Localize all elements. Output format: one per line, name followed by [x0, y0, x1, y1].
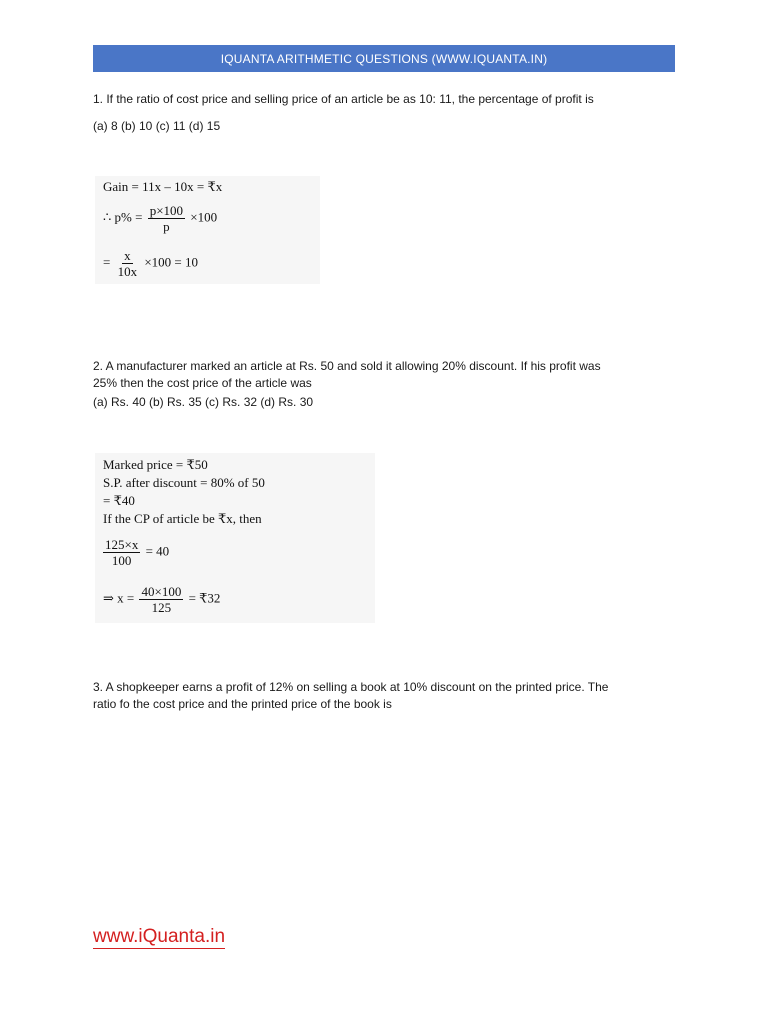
- question-3-text-line-2: ratio fo the cost price and the printed price of the book is: [93, 697, 392, 711]
- fraction-denominator: 100: [111, 553, 132, 568]
- solution-text: = ₹32: [188, 590, 221, 606]
- fraction-numerator: 125×x: [105, 537, 139, 552]
- question-2-solution: [95, 453, 375, 623]
- fraction: [139, 584, 183, 615]
- solution-line: Gain = 11x – 10x = ₹x: [103, 179, 223, 194]
- fraction-numerator: p×100: [149, 203, 184, 218]
- fraction-denominator: p: [163, 219, 170, 234]
- fraction: [103, 537, 140, 568]
- fraction-denominator: 125: [151, 600, 172, 615]
- solution-line: [101, 537, 169, 568]
- fraction: [116, 248, 140, 279]
- question-1-options: (a) 8 (b) 10 (c) 11 (d) 15: [93, 119, 221, 133]
- fraction: [148, 203, 185, 234]
- solution-line: = ₹40: [103, 493, 135, 508]
- header-banner: IQUANTA ARITHMETIC QUESTIONS (WWW.IQUANTA.IN): [93, 45, 675, 72]
- footer-website-link[interactable]: www.iQuanta.in: [93, 926, 226, 947]
- question-2-text-line-2: 25% then the cost price of the article was: [93, 376, 312, 390]
- question-3-text-line-1: 3. A shopkeeper earns a profit of 12% on selling a book at 10% discount on the printed price. The: [93, 680, 609, 694]
- solution-text: =: [103, 254, 111, 270]
- question-2-options: (a) Rs. 40 (b) Rs. 35 (c) Rs. 32 (d) Rs. 30: [93, 395, 314, 409]
- solution-line: [103, 584, 220, 615]
- solution-line: S.P. after discount = 80% of 50: [103, 475, 265, 490]
- solution-line: If the CP of article be ₹x, then: [103, 511, 262, 526]
- solution-text: ×100: [190, 209, 218, 225]
- fraction-numerator: 40×100: [141, 584, 182, 599]
- solution-line: [103, 203, 217, 234]
- question-2-text-line-1: 2. A manufacturer marked an article at Rs. 50 and sold it allowing 20% discount. If his profit was: [93, 359, 601, 373]
- solution-text: ∴ p% =: [103, 209, 143, 225]
- question-1-text: 1. If the ratio of cost price and selling price of an article be as 10: 11, the percentage of profit is: [93, 92, 594, 106]
- solution-text: = 40: [145, 543, 170, 559]
- solution-line: Marked price = ₹50: [103, 457, 208, 472]
- fraction-numerator: x: [124, 248, 131, 263]
- fraction-denominator: 10x: [117, 264, 138, 279]
- solution-text: ⇒ x =: [103, 590, 135, 606]
- question-1-solution: [95, 176, 320, 284]
- solution-text: ×100 = 10: [144, 254, 199, 270]
- solution-line: [103, 248, 198, 279]
